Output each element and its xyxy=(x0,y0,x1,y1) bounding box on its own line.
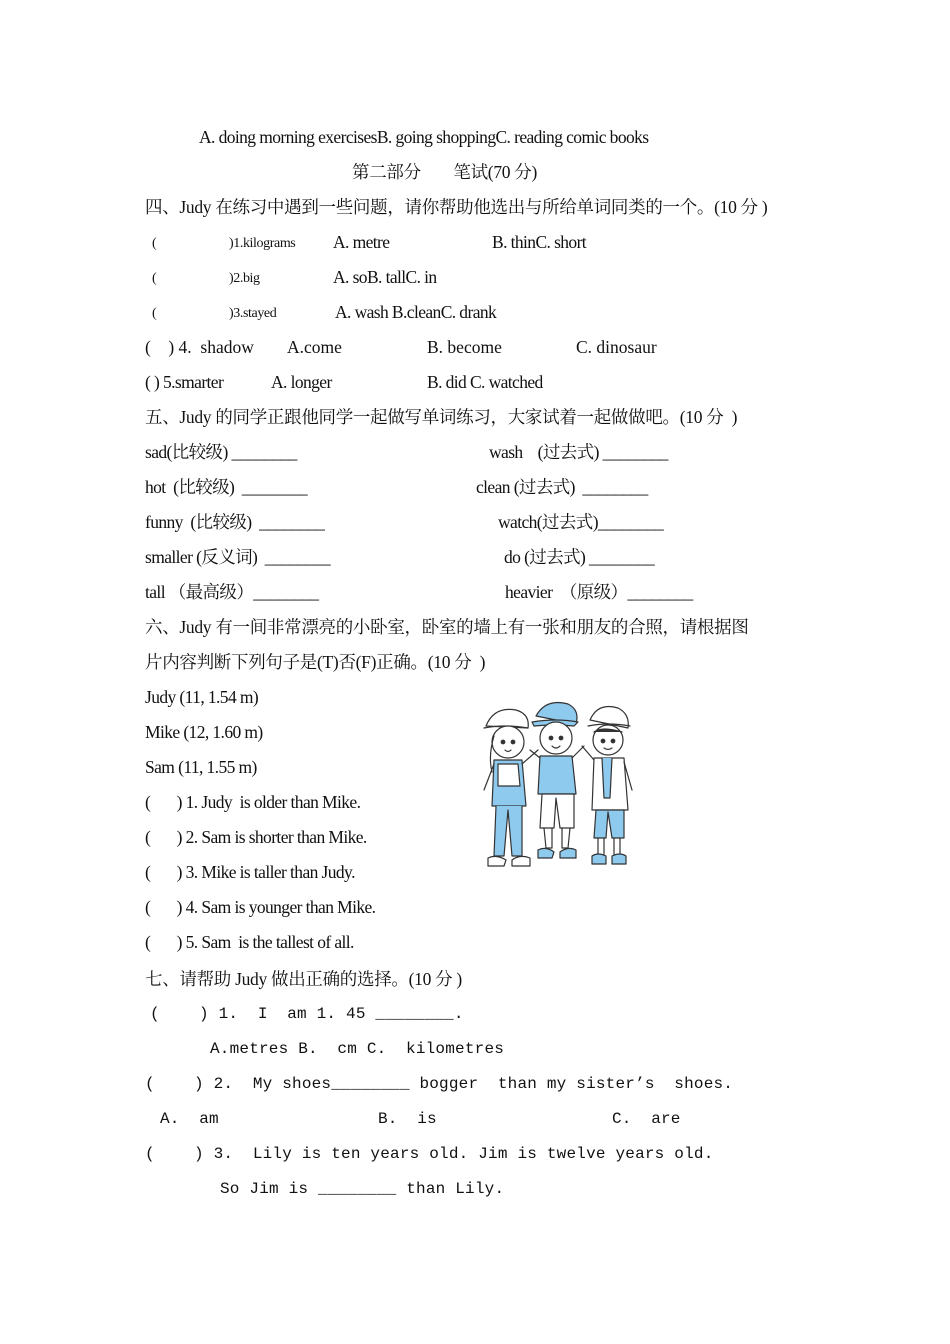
s7-q1-options: A.metres B. cm C. kilometres xyxy=(210,1040,505,1058)
s4-q3-bracket: ( xyxy=(152,306,157,321)
s7-q3-stem: ( ) 3. Lily is ten years old. Jim is twelve years old. xyxy=(145,1145,714,1163)
s5-row-4-left: smaller (反义词) ________ xyxy=(145,547,330,567)
s4-q2-options: A. soB. tallC. in xyxy=(333,267,437,287)
section-5-title: 五、Judy 的同学正跟他同学一起做写单词练习，大家试着一起做做吧。(10 分 ) xyxy=(145,407,738,427)
s4-q1-option-bc: B. thinC. short xyxy=(492,232,587,252)
s5-row-1-left: sad(比较级) ________ xyxy=(145,442,297,462)
s7-q3-continuation: So Jim is ________ than Lily. xyxy=(220,1180,505,1198)
s4-q4-option-a: A.come xyxy=(287,337,342,357)
section-7-title: 七、请帮助 Judy 做出正确的选择。(10 分 ) xyxy=(145,969,462,989)
s5-row-4-right: do (过去式) ________ xyxy=(504,547,655,567)
s4-q2-bracket: ( xyxy=(152,271,157,286)
s6-item-2: ( ) 2. Sam is shorter than Mike. xyxy=(145,827,367,847)
section-6-title-line-1: 六、Judy 有一间非常漂亮的小卧室，卧室的墙上有一张和朋友的合照，请根据图 xyxy=(145,617,749,637)
s4-q4-option-b: B. become xyxy=(427,337,502,357)
s7-q1-stem: ( ) 1. I am 1. 45 ________. xyxy=(150,1005,464,1023)
section-4-title: 四、Judy 在练习中遇到一些问题，请你帮助他选出与所给单词同类的一个。(10 分 ) xyxy=(145,197,768,217)
s7-q2-option-a: A. am xyxy=(160,1110,219,1128)
s4-q5-option-a: A. longer xyxy=(271,372,332,392)
s4-q3-stem: )3.stayed xyxy=(229,306,277,321)
s5-row-2-right: clean (过去式) ________ xyxy=(476,477,648,497)
s6-person-sam: Sam (11, 1.55 m) xyxy=(145,757,257,777)
s4-q2-stem: )2.big xyxy=(229,271,260,286)
s4-q5-stem: ( ) 5.smarter xyxy=(145,372,224,392)
s6-item-5: ( ) 5. Sam is the tallest of all. xyxy=(145,932,354,952)
s6-person-judy: Judy (11, 1.54 m) xyxy=(145,687,259,707)
s5-row-3-right: watch(过去式)________ xyxy=(498,512,664,532)
s4-q3-options: A. wash B.cleanC. drank xyxy=(335,302,497,322)
s7-q2-option-b: B. is xyxy=(378,1110,437,1128)
s4-q1-stem: )1.kilograms xyxy=(229,236,296,251)
s6-person-mike: Mike (12, 1.60 m) xyxy=(145,722,263,742)
s6-item-3: ( ) 3. Mike is taller than Judy. xyxy=(145,862,355,882)
s5-row-3-left: funny (比较级) ________ xyxy=(145,512,325,532)
top-options-line: A. doing morning exercisesB. going shoppingC. reading comic books xyxy=(199,127,649,147)
s6-item-4: ( ) 4. Sam is younger than Mike. xyxy=(145,897,376,917)
s5-row-5-left: tall （最高级）________ xyxy=(145,582,319,602)
part-title: 第二部分 笔试(70 分) xyxy=(352,162,538,182)
s4-q1-option-a: A. metre xyxy=(333,232,390,252)
s7-q2-stem: ( ) 2. My shoes________ bogger than my sister’s shoes. xyxy=(145,1075,734,1093)
s4-q4-stem: ( ) 4. shadow xyxy=(145,337,254,357)
s7-q2-option-c: C. are xyxy=(612,1110,681,1128)
s4-q4-option-c: C. dinosaur xyxy=(576,337,657,357)
section-6-title-line-2: 片内容判断下列句子是(T)否(F)正确。(10 分 ) xyxy=(145,652,486,672)
s5-row-1-right: wash (过去式) ________ xyxy=(489,442,668,462)
s5-row-2-left: hot (比较级) ________ xyxy=(145,477,308,497)
s6-item-1: ( ) 1. Judy is older than Mike. xyxy=(145,792,361,812)
three-kids-illustration xyxy=(476,698,642,880)
s4-q1-bracket: ( xyxy=(152,236,157,251)
s5-row-5-right: heavier （原级）________ xyxy=(505,582,693,602)
s4-q5-option-bc: B. did C. watched xyxy=(427,372,543,392)
